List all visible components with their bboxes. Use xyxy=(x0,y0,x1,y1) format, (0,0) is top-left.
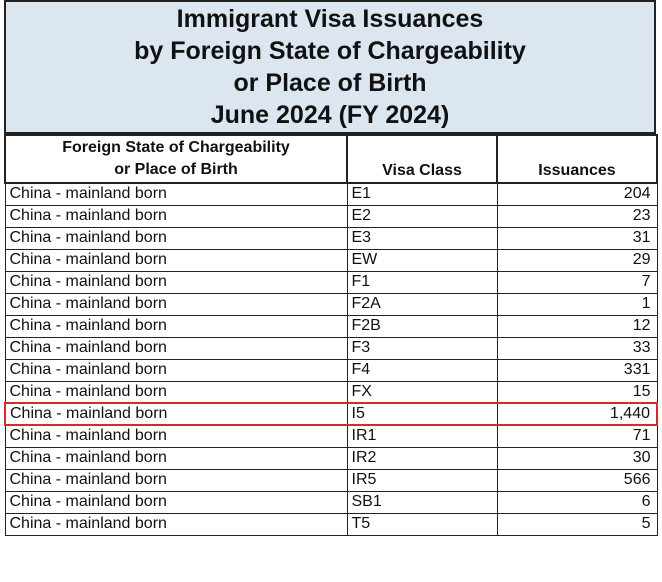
cell-issuances: 6 xyxy=(497,491,657,513)
cell-place: China - mainland born xyxy=(5,337,347,359)
cell-visa-class: IR5 xyxy=(347,469,497,491)
cell-visa-class: FX xyxy=(347,381,497,403)
header-row xyxy=(5,135,657,183)
table-row xyxy=(5,425,657,447)
cell-issuances: 1 xyxy=(497,293,657,315)
table-body xyxy=(5,183,657,535)
cell-place: China - mainland born xyxy=(5,183,347,205)
cell-visa-class: E2 xyxy=(347,205,497,227)
cell-visa-class: E1 xyxy=(347,183,497,205)
table-row-highlighted xyxy=(5,403,657,425)
title-line-4: June 2024 (FY 2024) xyxy=(210,101,450,129)
header-issuances: Issuances xyxy=(497,135,657,183)
cell-visa-class: EW xyxy=(347,249,497,271)
cell-place: China - mainland born xyxy=(5,205,347,227)
table-row xyxy=(5,315,657,337)
cell-visa-class: IR2 xyxy=(347,447,497,469)
table-row xyxy=(5,359,657,381)
cell-issuances: 204 xyxy=(497,183,657,205)
cell-place: China - mainland born xyxy=(5,469,347,491)
cell-issuances: 15 xyxy=(497,381,657,403)
cell-place: China - mainland born xyxy=(5,293,347,315)
cell-place: China - mainland born xyxy=(5,359,347,381)
table-row xyxy=(5,271,657,293)
cell-visa-class: F2A xyxy=(347,293,497,315)
table-row xyxy=(5,227,657,249)
table-row xyxy=(5,249,657,271)
cell-issuances: 7 xyxy=(497,271,657,293)
cell-place: China - mainland born xyxy=(5,447,347,469)
cell-place: China - mainland born xyxy=(5,403,347,425)
cell-place: China - mainland born xyxy=(5,249,347,271)
title-line-2: by Foreign State of Chargeability xyxy=(134,37,526,65)
cell-visa-class: IR1 xyxy=(347,425,497,447)
table-row xyxy=(5,205,657,227)
cell-issuances: 33 xyxy=(497,337,657,359)
table-row xyxy=(5,513,657,535)
header-place xyxy=(5,135,347,183)
header-place-line-1: Foreign State of Chargeability xyxy=(62,139,290,156)
cell-issuances: 5 xyxy=(497,513,657,535)
cell-place: China - mainland born xyxy=(5,381,347,403)
cell-place: China - mainland born xyxy=(5,513,347,535)
cell-issuances: 566 xyxy=(497,469,657,491)
cell-visa-class: F1 xyxy=(347,271,497,293)
table-row xyxy=(5,469,657,491)
title-line-1: Immigrant Visa Issuances xyxy=(176,5,484,33)
table-row xyxy=(5,293,657,315)
cell-place: China - mainland born xyxy=(5,491,347,513)
cell-visa-class: SB1 xyxy=(347,491,497,513)
cell-place: China - mainland born xyxy=(5,271,347,293)
cell-issuances: 1,440 xyxy=(497,403,657,425)
table-row xyxy=(5,447,657,469)
title-block xyxy=(4,0,656,134)
issuances-table xyxy=(4,134,658,536)
cell-visa-class: F3 xyxy=(347,337,497,359)
table-row xyxy=(5,491,657,513)
cell-place: China - mainland born xyxy=(5,315,347,337)
cell-issuances: 331 xyxy=(497,359,657,381)
cell-issuances: 30 xyxy=(497,447,657,469)
cell-visa-class: F2B xyxy=(347,315,497,337)
title-line-3: or Place of Birth xyxy=(233,69,427,97)
header-visa-class: Visa Class xyxy=(347,135,497,183)
header-place-line-2: or Place of Birth xyxy=(114,161,238,178)
cell-visa-class: I5 xyxy=(347,403,497,425)
cell-place: China - mainland born xyxy=(5,425,347,447)
cell-issuances: 31 xyxy=(497,227,657,249)
cell-issuances: 23 xyxy=(497,205,657,227)
cell-issuances: 12 xyxy=(497,315,657,337)
cell-issuances: 29 xyxy=(497,249,657,271)
cell-visa-class: E3 xyxy=(347,227,497,249)
cell-place: China - mainland born xyxy=(5,227,347,249)
cell-visa-class: T5 xyxy=(347,513,497,535)
table-row xyxy=(5,381,657,403)
cell-issuances: 71 xyxy=(497,425,657,447)
cell-visa-class: F4 xyxy=(347,359,497,381)
table-row xyxy=(5,337,657,359)
table-row xyxy=(5,183,657,205)
